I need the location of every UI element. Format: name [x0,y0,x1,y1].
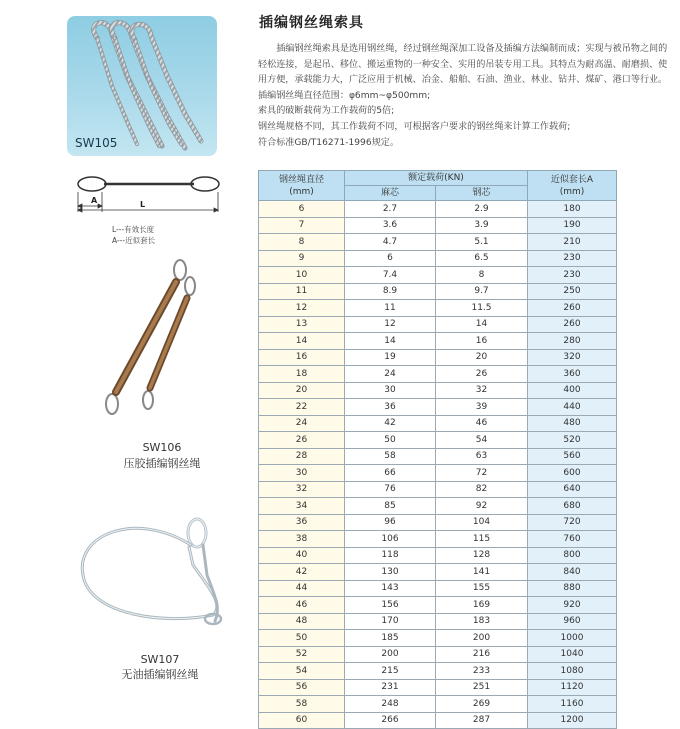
cell-steel-core-load: 287 [436,712,528,729]
sw105-label: SW105 [75,136,118,150]
cell-steel-core-load: 2.9 [436,201,528,218]
cell-sleeve-length: 320 [528,349,617,366]
cell-fiber-core-load: 50 [345,432,436,449]
cell-diameter: 46 [259,597,345,614]
cell-sleeve-length: 480 [528,415,617,432]
cell-diameter: 58 [259,696,345,713]
dimension-a-label: A [91,196,98,205]
cell-sleeve-length: 1080 [528,663,617,680]
cell-fiber-core-load: 14 [345,333,436,350]
cell-fiber-core-load: 248 [345,696,436,713]
sw105-photo [67,16,217,156]
cell-fiber-core-load: 85 [345,498,436,515]
cell-diameter: 12 [259,300,345,317]
table-row [259,399,617,416]
cell-steel-core-load: 128 [436,547,528,564]
spec-table-body [259,201,617,729]
cell-diameter: 14 [259,333,345,350]
cell-fiber-core-load: 156 [345,597,436,614]
cell-sleeve-length: 1040 [528,646,617,663]
cell-fiber-core-load: 106 [345,531,436,548]
cell-sleeve-length: 1000 [528,630,617,647]
cell-sleeve-length: 1160 [528,696,617,713]
table-row [259,217,617,234]
cell-fiber-core-load: 58 [345,448,436,465]
cell-diameter: 32 [259,481,345,498]
cell-steel-core-load: 3.9 [436,217,528,234]
cell-steel-core-load: 233 [436,663,528,680]
header-diameter: 钢丝绳直径 (mm) [259,171,345,201]
table-row [259,300,617,317]
dimension-l-label: L [140,200,146,209]
cell-diameter: 24 [259,415,345,432]
cell-diameter: 48 [259,613,345,630]
product-description [258,42,668,151]
cell-sleeve-length: 1200 [528,712,617,729]
description-standard: 符合标准GB/T16271-1996规定。 [258,137,399,148]
cell-sleeve-length: 840 [528,564,617,581]
cell-steel-core-load: 115 [436,531,528,548]
cell-diameter: 40 [259,547,345,564]
cell-diameter: 54 [259,663,345,680]
cell-sleeve-length: 960 [528,613,617,630]
sw107-code: SW107 [140,653,180,666]
cell-steel-core-load: 155 [436,580,528,597]
table-row [259,630,617,647]
cell-diameter: 16 [259,349,345,366]
cell-steel-core-load: 5.1 [436,234,528,251]
cell-sleeve-length: 280 [528,333,617,350]
table-row [259,448,617,465]
cell-steel-core-load: 26 [436,366,528,383]
spec-table [258,170,617,729]
page-title: 插编钢丝绳索具 [259,15,364,31]
table-row [259,465,617,482]
table-row [259,382,617,399]
cell-steel-core-load: 72 [436,465,528,482]
cell-fiber-core-load: 36 [345,399,436,416]
cell-steel-core-load: 20 [436,349,528,366]
cell-sleeve-length: 720 [528,514,617,531]
table-row [259,333,617,350]
cell-fiber-core-load: 130 [345,564,436,581]
cell-diameter: 38 [259,531,345,548]
cell-fiber-core-load: 200 [345,646,436,663]
header-rated-load: 额定载荷(KN) [345,171,528,186]
description-breaking-load: 索具的破断载荷为工作载荷的5倍; [258,106,395,117]
header-fiber-core: 麻芯 [345,186,436,201]
cell-fiber-core-load: 143 [345,580,436,597]
cell-sleeve-length: 800 [528,547,617,564]
header-sleeve-length: 近似套长A (mm) [528,171,617,201]
cell-sleeve-length: 260 [528,316,617,333]
cell-steel-core-load: 92 [436,498,528,515]
table-row [259,201,617,218]
cell-diameter: 13 [259,316,345,333]
cell-sleeve-length: 600 [528,465,617,482]
sling-dimension-diagram [70,170,230,220]
cell-fiber-core-load: 24 [345,366,436,383]
table-row [259,646,617,663]
cell-fiber-core-load: 215 [345,663,436,680]
cell-steel-core-load: 82 [436,481,528,498]
table-row [259,514,617,531]
cell-diameter: 9 [259,250,345,267]
cell-fiber-core-load: 3.6 [345,217,436,234]
table-row [259,234,617,251]
cell-sleeve-length: 230 [528,267,617,284]
cell-steel-core-load: 216 [436,646,528,663]
table-row [259,547,617,564]
sw107-oilfree-sling-image [75,515,225,635]
description-paragraph: 插编钢丝绳索具是选用钢丝绳，经过钢丝绳深加工设备及插编方法编制而成；实现与被吊物之间的轻松连接，是起吊、移位、搬运重物的一种安全、实用的吊装专用工具。其特点为耐高温、耐磨损、使用方便，承载能力大，广泛应用于机械、冶金、船舶、石油、渔业、林业、钻井、煤矿、港口等行业。 [258,44,668,86]
cell-sleeve-length: 880 [528,580,617,597]
table-row [259,613,617,630]
sw106-code: SW106 [142,441,182,454]
cell-steel-core-load: 169 [436,597,528,614]
cell-sleeve-length: 440 [528,399,617,416]
cell-steel-core-load: 32 [436,382,528,399]
table-row [259,498,617,515]
cell-fiber-core-load: 19 [345,349,436,366]
cell-fiber-core-load: 76 [345,481,436,498]
cell-steel-core-load: 11.5 [436,300,528,317]
cell-diameter: 18 [259,366,345,383]
cell-sleeve-length: 560 [528,448,617,465]
cell-sleeve-length: 520 [528,432,617,449]
table-row [259,679,617,696]
cell-fiber-core-load: 266 [345,712,436,729]
cell-fiber-core-load: 96 [345,514,436,531]
sw105-wire-slings-image [67,16,217,156]
table-row [259,481,617,498]
table-row [259,283,617,300]
cell-steel-core-load: 14 [436,316,528,333]
table-row [259,250,617,267]
cell-steel-core-load: 251 [436,679,528,696]
cell-sleeve-length: 400 [528,382,617,399]
cell-diameter: 36 [259,514,345,531]
cell-fiber-core-load: 4.7 [345,234,436,251]
cell-diameter: 30 [259,465,345,482]
cell-sleeve-length: 210 [528,234,617,251]
cell-diameter: 22 [259,399,345,416]
sw106-rubber-sling-image [90,258,210,418]
table-row [259,316,617,333]
cell-sleeve-length: 680 [528,498,617,515]
cell-steel-core-load: 269 [436,696,528,713]
cell-steel-core-load: 54 [436,432,528,449]
cell-fiber-core-load: 11 [345,300,436,317]
table-row [259,712,617,729]
cell-diameter: 10 [259,267,345,284]
cell-steel-core-load: 46 [436,415,528,432]
table-row [259,597,617,614]
cell-diameter: 7 [259,217,345,234]
cell-fiber-core-load: 30 [345,382,436,399]
cell-fiber-core-load: 118 [345,547,436,564]
cell-diameter: 26 [259,432,345,449]
description-working-load: 钢丝绳规格不同，其工作载荷不同，可根据客户要求的钢丝绳来计算工作载荷; [258,121,571,132]
cell-diameter: 6 [259,201,345,218]
table-row [259,564,617,581]
cell-steel-core-load: 6.5 [436,250,528,267]
cell-diameter: 28 [259,448,345,465]
table-row [259,663,617,680]
cell-steel-core-load: 16 [436,333,528,350]
legend-a: A---近似套长 [112,236,156,245]
cell-diameter: 20 [259,382,345,399]
cell-diameter: 60 [259,712,345,729]
cell-fiber-core-load: 185 [345,630,436,647]
cell-sleeve-length: 1120 [528,679,617,696]
cell-steel-core-load: 9.7 [436,283,528,300]
sw106-name: 压胶插编钢丝绳 [123,457,201,470]
cell-steel-core-load: 104 [436,514,528,531]
cell-sleeve-length: 190 [528,217,617,234]
table-row [259,531,617,548]
cell-diameter: 8 [259,234,345,251]
cell-sleeve-length: 920 [528,597,617,614]
cell-fiber-core-load: 2.7 [345,201,436,218]
cell-fiber-core-load: 66 [345,465,436,482]
cell-sleeve-length: 230 [528,250,617,267]
cell-steel-core-load: 63 [436,448,528,465]
cell-sleeve-length: 760 [528,531,617,548]
table-row [259,366,617,383]
cell-steel-core-load: 8 [436,267,528,284]
cell-sleeve-length: 260 [528,300,617,317]
legend-l: L---有效长度 [112,225,155,234]
cell-diameter: 42 [259,564,345,581]
cell-sleeve-length: 180 [528,201,617,218]
table-row [259,415,617,432]
table-row [259,432,617,449]
cell-diameter: 56 [259,679,345,696]
header-steel-core: 钢芯 [436,186,528,201]
cell-diameter: 50 [259,630,345,647]
cell-steel-core-load: 141 [436,564,528,581]
cell-fiber-core-load: 7.4 [345,267,436,284]
cell-fiber-core-load: 170 [345,613,436,630]
cell-steel-core-load: 39 [436,399,528,416]
cell-diameter: 11 [259,283,345,300]
table-row [259,696,617,713]
table-row [259,580,617,597]
cell-sleeve-length: 250 [528,283,617,300]
table-row [259,349,617,366]
cell-diameter: 34 [259,498,345,515]
cell-steel-core-load: 200 [436,630,528,647]
cell-steel-core-load: 183 [436,613,528,630]
description-diameter-range: 插编钢丝绳直径范围：φ6mm~φ500mm; [258,90,431,101]
sw107-name: 无油插编钢丝绳 [121,668,199,681]
cell-diameter: 44 [259,580,345,597]
cell-fiber-core-load: 8.9 [345,283,436,300]
cell-fiber-core-load: 6 [345,250,436,267]
cell-fiber-core-load: 231 [345,679,436,696]
cell-sleeve-length: 640 [528,481,617,498]
table-row [259,267,617,284]
cell-diameter: 52 [259,646,345,663]
cell-fiber-core-load: 12 [345,316,436,333]
cell-fiber-core-load: 42 [345,415,436,432]
cell-sleeve-length: 360 [528,366,617,383]
